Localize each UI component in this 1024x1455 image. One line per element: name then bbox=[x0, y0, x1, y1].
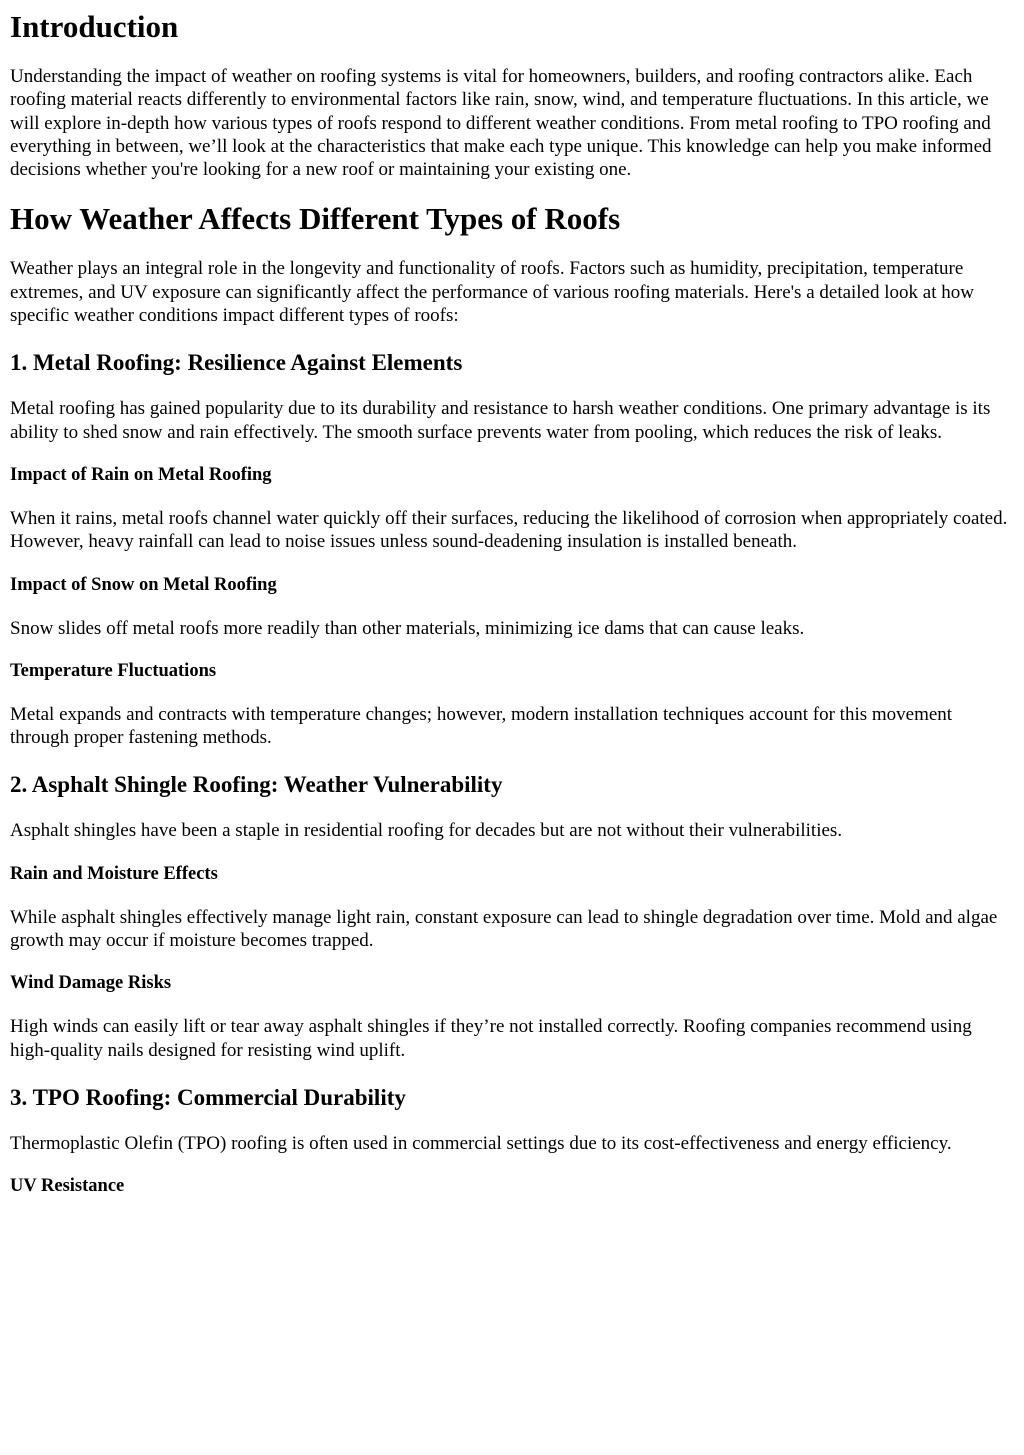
asphalt-roofing-paragraph: Asphalt shingles have been a staple in residential roofing for decades but are not without their vulnerabilities. bbox=[10, 820, 843, 842]
main-paragraph: Weather plays an integral role in the longevity and functionality of roofs. Factors such as humidity, precipitation, temperature extremes, and UV exposure can significantly affect the performance of various roofing materials. Here's a detailed look at how specific weather conditions impact different types of roofs: bbox=[10, 258, 974, 327]
article bbox=[0, 9, 1024, 1198]
asphalt-wind-heading: Wind Damage Risks bbox=[10, 973, 172, 994]
metal-temperature-heading: Temperature Fluctuations bbox=[10, 660, 217, 681]
metal-roofing-paragraph: Metal roofing has gained popularity due to its durability and resistance to harsh weather conditions. One primary advantage is its ability to shed snow and rain effectively. The smooth surface prevents water from pooling, which reduces the risk of leaks. bbox=[10, 398, 991, 443]
tpo-uv-heading: UV Resistance bbox=[10, 1176, 125, 1197]
metal-rain-paragraph: When it rains, metal roofs channel water quickly off their surfaces, reducing the likelihood of corrosion when appropriately coated. However, heavy rainfall can lead to noise issues unless sound-deadening insulation is installed beneath. bbox=[10, 507, 1008, 553]
tpo-roofing-heading: 3. TPO Roofing: Commercial Durability bbox=[10, 1084, 406, 1110]
main-heading: How Weather Affects Different Types of Roofs bbox=[10, 201, 621, 237]
metal-roofing-heading: 1. Metal Roofing: Resilience Against Elements bbox=[10, 350, 463, 376]
tpo-roofing-paragraph: Thermoplastic Olefin (TPO) roofing is often used in commercial settings due to its cost-effectiveness and energy efficiency. bbox=[10, 1132, 952, 1154]
metal-temperature-paragraph: Metal expands and contracts with temperature changes; however, modern installation techniques account for this movement through proper fastening methods. bbox=[10, 703, 953, 749]
metal-rain-heading: Impact of Rain on Metal Roofing bbox=[10, 464, 272, 485]
metal-snow-paragraph: Snow slides off metal roofs more readily than other materials, minimizing ice dams that can cause leaks. bbox=[10, 617, 805, 639]
asphalt-wind-paragraph: High winds can easily lift or tear away asphalt shingles if they’re not installed correctly. Roofing companies recommend using high-quality nails designed for resisting wind uplift. bbox=[10, 1016, 972, 1061]
asphalt-rain-paragraph: While asphalt shingles effectively manage light rain, constant exposure can lead to shingle degradation over time. Mold and algae growth may occur if moisture becomes trapped. bbox=[10, 906, 998, 952]
asphalt-roofing-heading: 2. Asphalt Shingle Roofing: Weather Vulnerability bbox=[10, 772, 503, 798]
asphalt-rain-heading: Rain and Moisture Effects bbox=[10, 863, 218, 884]
intro-heading: Introduction bbox=[10, 9, 179, 44]
metal-snow-heading: Impact of Snow on Metal Roofing bbox=[10, 574, 277, 595]
intro-paragraph: Understanding the impact of weather on roofing systems is vital for homeowners, builders, and roofing contractors alike. Each roofing material reacts differently to environmental factors like rain, snow, wind, and temperature fluctuations. In this article, we will explore in-depth how various types of roofs respond to different weather conditions. From metal roofing to TPO roofing and everything in between, we’ll look at the characteristics that make each type unique. This knowledge can help you make informed decisions whether you're looking for a new roof or maintaining your existing one. bbox=[10, 66, 992, 181]
